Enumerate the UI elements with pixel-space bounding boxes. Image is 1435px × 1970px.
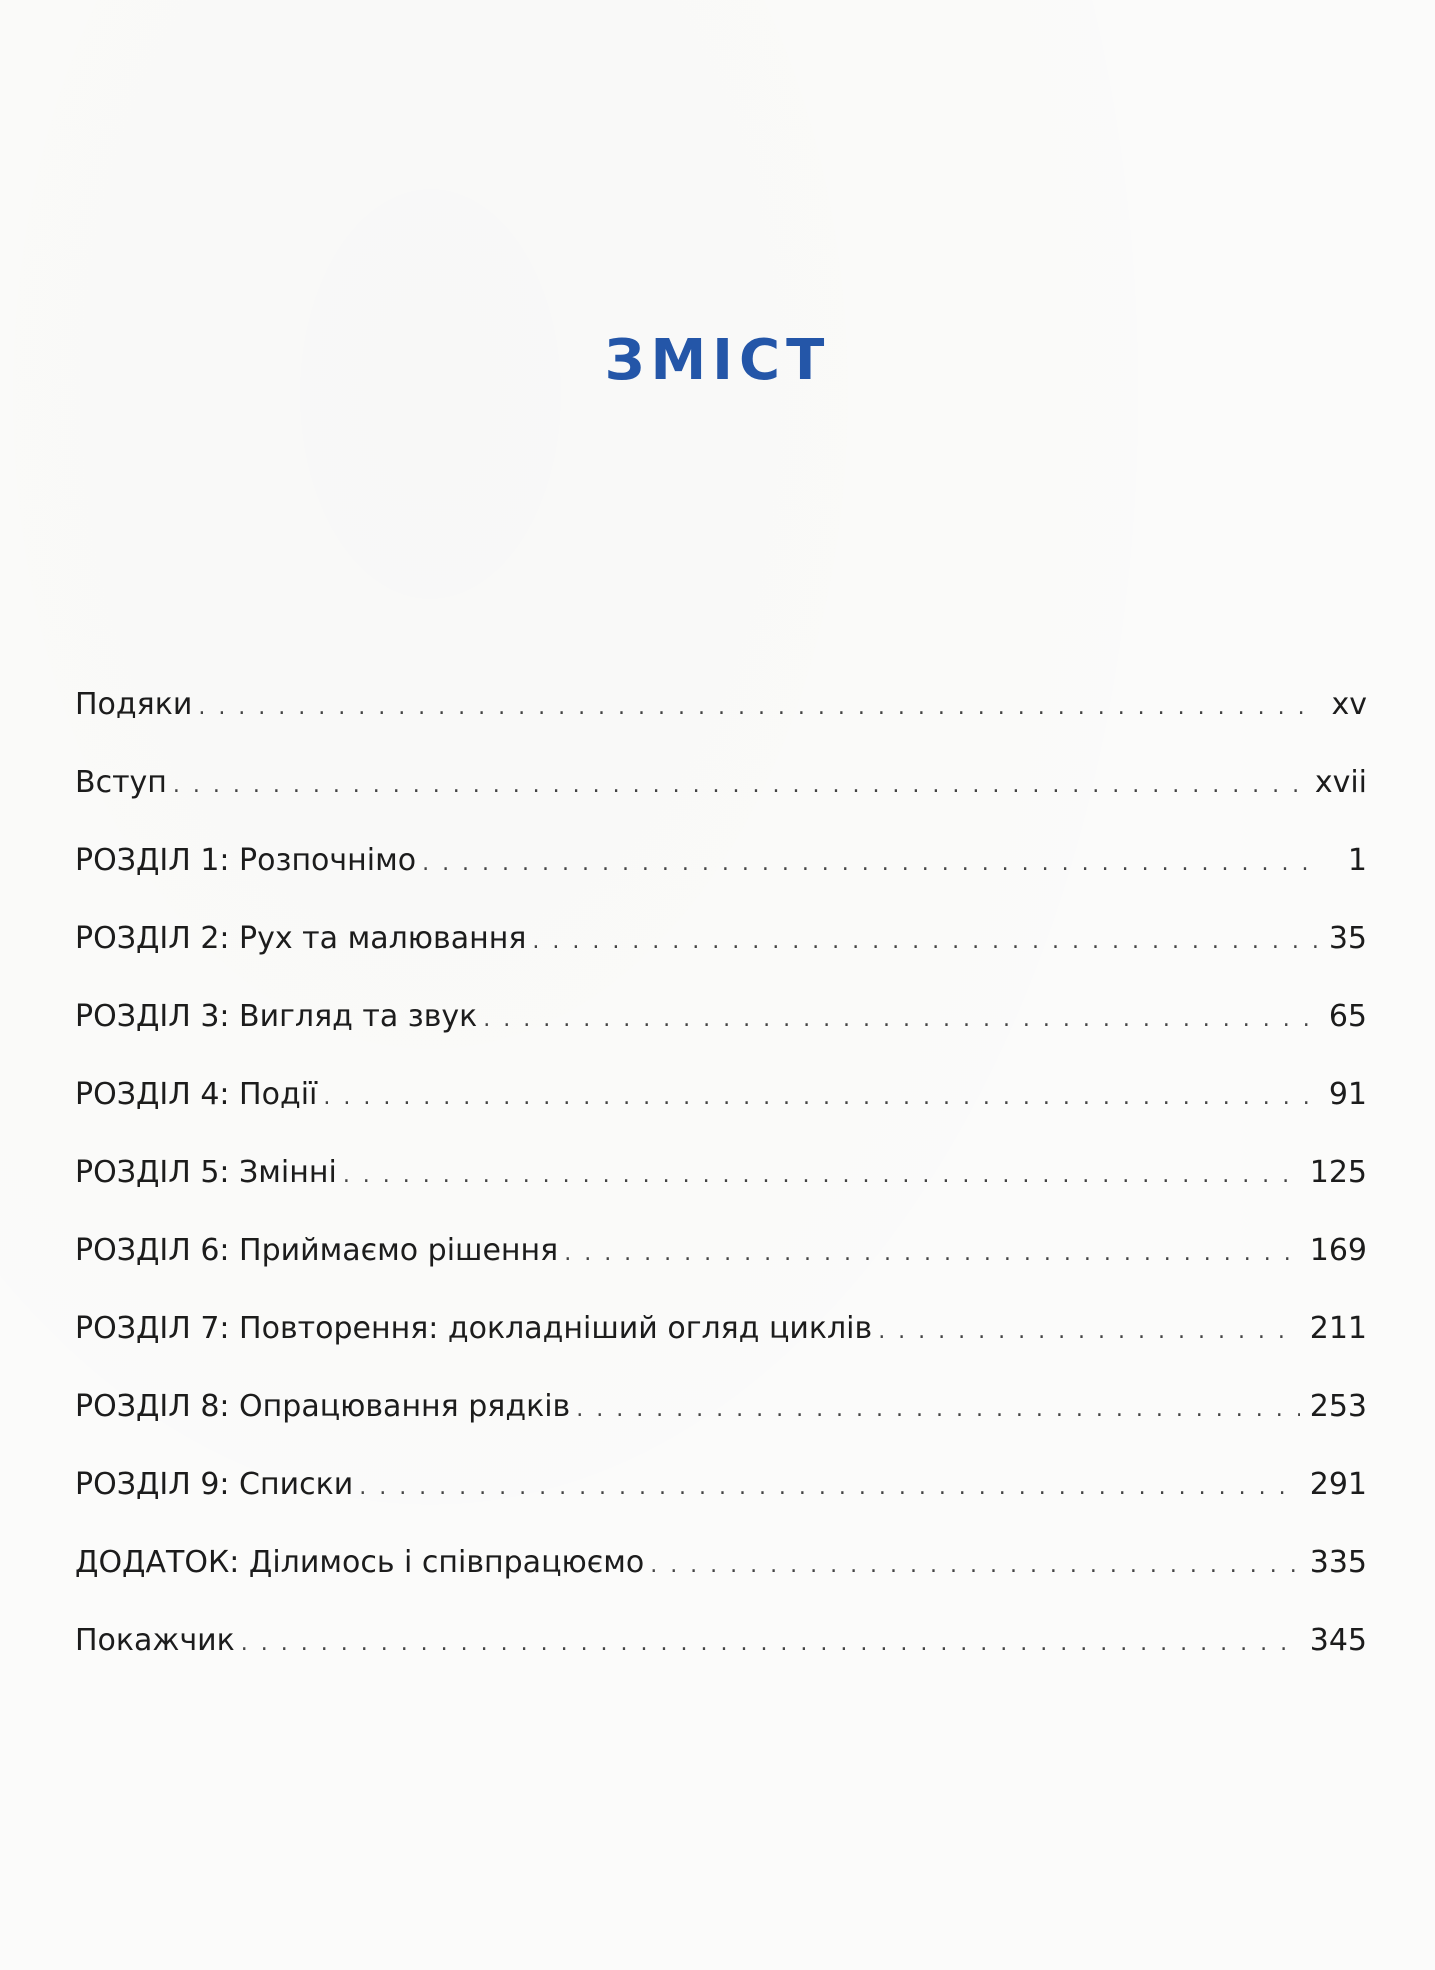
- toc-entry: [75, 992, 1367, 1042]
- toc-entry: [75, 1382, 1367, 1432]
- toc-leader-dots: [483, 995, 1317, 1045]
- toc-entry: [75, 836, 1367, 886]
- toc-entry-page: 253: [1309, 1389, 1367, 1424]
- toc-entry-label: РОЗДІЛ 7: Повторення: докладніший огляд циклів: [75, 1311, 873, 1346]
- toc-leader-dots: [359, 1463, 1300, 1513]
- toc-leader-dots: [323, 1073, 1317, 1123]
- toc-entry: [75, 1070, 1367, 1120]
- toc-leader-dots: [198, 683, 1317, 733]
- toc-entry-page: 335: [1309, 1545, 1367, 1580]
- toc-leader-dots: [173, 761, 1305, 811]
- toc-entry-label: РОЗДІЛ 9: Списки: [75, 1467, 354, 1502]
- toc-entry-page: xv: [1331, 687, 1367, 722]
- toc-entry-label: РОЗДІЛ 6: Приймаємо рішення: [75, 1233, 559, 1268]
- toc-leader-dots: [576, 1385, 1300, 1435]
- toc-entry-page: 91: [1328, 1077, 1367, 1112]
- toc-leader-dots: [564, 1229, 1300, 1279]
- toc-leader-dots: [532, 917, 1317, 967]
- toc-entry: [75, 1616, 1367, 1666]
- toc-entry: [75, 1226, 1367, 1276]
- toc-entry-label: РОЗДІЛ 1: Розпочнімо: [75, 843, 417, 878]
- toc-entry-label: РОЗДІЛ 4: Події: [75, 1077, 318, 1112]
- toc-entry-page: 169: [1309, 1233, 1367, 1268]
- toc-entry-label: Покажчик: [75, 1623, 235, 1658]
- toc-entry: [75, 914, 1367, 964]
- toc-leader-dots: [241, 1619, 1300, 1669]
- toc-entry: [75, 758, 1367, 808]
- toc-entry: [75, 1304, 1367, 1354]
- toc-entry-label: ДОДАТОК: Ділимось і співпрацюємо: [75, 1545, 645, 1580]
- toc-leader-dots: [650, 1541, 1300, 1591]
- toc-entry-page: 35: [1328, 921, 1367, 956]
- toc-entry-page: xvii: [1314, 765, 1367, 800]
- toc-entry-page: 345: [1309, 1623, 1367, 1658]
- toc-entry-label: Подяки: [75, 687, 193, 722]
- toc-entry: [75, 680, 1367, 730]
- toc-entry-page: 291: [1309, 1467, 1367, 1502]
- toc-entry: [75, 1538, 1367, 1588]
- toc-entry-label: РОЗДІЛ 5: Змінні: [75, 1155, 337, 1190]
- toc-entry-label: Вступ: [75, 765, 167, 800]
- toc-entry-label: РОЗДІЛ 8: Опрацювання рядків: [75, 1389, 571, 1424]
- toc-leader-dots: [422, 839, 1317, 889]
- toc-entry-page: 211: [1309, 1311, 1367, 1346]
- toc-entry-label: РОЗДІЛ 2: Рух та малювання: [75, 921, 527, 956]
- toc-entry: [75, 1148, 1367, 1198]
- toc-entry: [75, 1460, 1367, 1510]
- toc-leader-dots: [878, 1307, 1300, 1357]
- page-title: ЗМІСТ: [604, 327, 831, 393]
- toc-entry-page: 1: [1347, 843, 1367, 878]
- toc-entry-label: РОЗДІЛ 3: Вигляд та звук: [75, 999, 478, 1034]
- toc-entry-page: 125: [1309, 1155, 1367, 1190]
- toc-leader-dots: [343, 1151, 1300, 1201]
- toc-entry-page: 65: [1328, 999, 1367, 1034]
